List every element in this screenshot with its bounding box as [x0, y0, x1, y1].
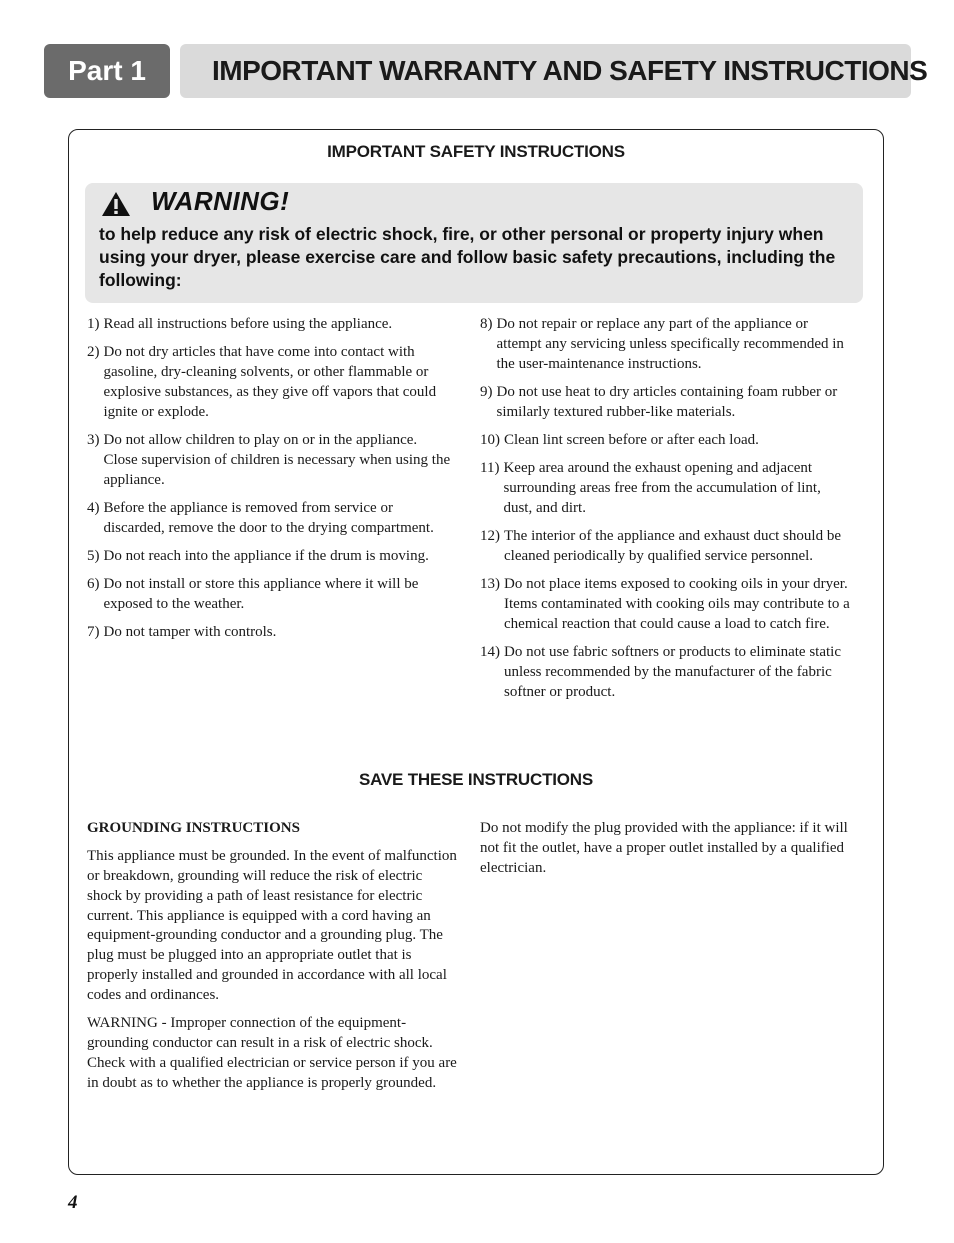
item-text: Read all instructions before using the appliance.	[103, 316, 393, 332]
item-number: 4)	[87, 499, 100, 516]
warning-text: to help reduce any risk of electric shock, fire, or other personal or property injury when using your dryer, please exercise care and follow basic safety precautions, including the following:	[99, 224, 836, 290]
item-number: 6)	[87, 576, 100, 593]
item-number: 12)	[480, 528, 500, 545]
item-number: 9)	[480, 383, 493, 400]
list-item	[87, 575, 455, 615]
safety-section-title: IMPORTANT SAFETY INSTRUCTIONS	[327, 142, 625, 161]
list-item	[87, 623, 455, 643]
item-text: Do not install or store this appliance where it will be exposed to the weather.	[103, 576, 419, 613]
item-text: Do not use fabric softners or products to eliminate static unless recommended by the manufacturer of the fabric softner or product.	[504, 644, 841, 700]
item-text: Clean lint screen before or after each load.	[504, 431, 759, 448]
plug-paragraph: Do not modify the plug provided with the appliance: if it will not fit the outlet, have a proper outlet installed by a qualified electrician.	[480, 820, 848, 876]
save-instructions-title: SAVE THESE INSTRUCTIONS	[358, 770, 594, 789]
item-number: 5)	[87, 547, 100, 564]
list-item	[480, 643, 850, 702]
grounding-right-column	[480, 819, 852, 887]
item-text: Do not repair or replace any part of the appliance or attempt any servicing unless specifically recommended in the user-maintenance instructions.	[496, 316, 844, 372]
page-title: IMPORTANT WARRANTY AND SAFETY INSTRUCTIONS	[180, 44, 911, 98]
list-item	[480, 431, 850, 451]
list-item	[480, 383, 850, 423]
instructions-right-column	[480, 315, 850, 711]
item-number: 1)	[87, 316, 100, 332]
item-text: Do not dry articles that have come into contact with gasoline, dry-cleaning solvents, or other flammable or explosive substances, as they give off vapors that could ignite or explode.	[103, 344, 437, 420]
warning-triangle-icon	[101, 191, 131, 217]
page-number: 4	[68, 1192, 78, 1213]
part-label: Part 1	[44, 44, 170, 98]
item-number: 13)	[480, 576, 500, 593]
warning-title: WARNING!	[151, 186, 290, 216]
list-item	[87, 343, 455, 422]
list-item	[87, 315, 455, 335]
list-item	[87, 547, 455, 567]
item-number: 2)	[87, 344, 100, 361]
item-text: Before the appliance is removed from service or discarded, remove the door to the drying compartment.	[103, 499, 434, 536]
grounding-paragraph: This appliance must be grounded. In the event of malfunction or breakdown, grounding will reduce the risk of electric shock by providing a path of least resistance for electric current. This appliance is equipped with a cord having an equipment-grounding conductor and a grounding plug. The plug must be plugged into an appropriate outlet that is properly installed and grounded in accordance with all local codes and ordinances.	[87, 848, 457, 1003]
instructions-left-column	[87, 315, 455, 652]
item-text: Keep area around the exhaust opening and adjacent surrounding areas free from the accumulation of lint, dust, and dirt.	[503, 460, 821, 516]
item-number: 7)	[87, 624, 100, 641]
item-text: Do not allow children to play on or in the appliance. Close supervision of children is necessary when using the appliance.	[103, 431, 451, 488]
list-item	[480, 315, 850, 374]
item-number: 10)	[480, 431, 500, 448]
list-item	[87, 499, 455, 539]
item-text: The interior of the appliance and exhaust duct should be cleaned periodically by qualified service personnel.	[504, 528, 841, 564]
list-item	[480, 459, 850, 518]
item-text: Do not place items exposed to cooking oils in your dryer. Items contaminated with cooking oils may contribute to a chemical reaction that could cause a load to catch fire.	[504, 576, 850, 632]
list-item	[480, 527, 850, 567]
grounding-heading: GROUNDING INSTRUCTIONS	[87, 820, 300, 836]
list-item	[87, 431, 455, 490]
list-item	[480, 575, 850, 634]
item-number: 14)	[480, 644, 500, 661]
item-number: 3)	[87, 431, 100, 448]
grounding-warning-paragraph: WARNING - Improper connection of the equipment-grounding conductor can result in a risk of electric shock. Check with a qualified electrician or service person if you are in doubt as to whether the appliance is properly grounded.	[87, 1015, 457, 1091]
warning-box	[85, 183, 863, 303]
item-text: Do not tamper with controls.	[103, 624, 277, 641]
item-text: Do not use heat to dry articles containing foam rubber or similarly textured rubber-like materials.	[496, 383, 838, 420]
item-number: 8)	[480, 316, 493, 332]
item-text: Do not reach into the appliance if the drum is moving.	[103, 547, 429, 564]
item-number: 11)	[480, 460, 500, 477]
grounding-left-column	[87, 819, 459, 1102]
